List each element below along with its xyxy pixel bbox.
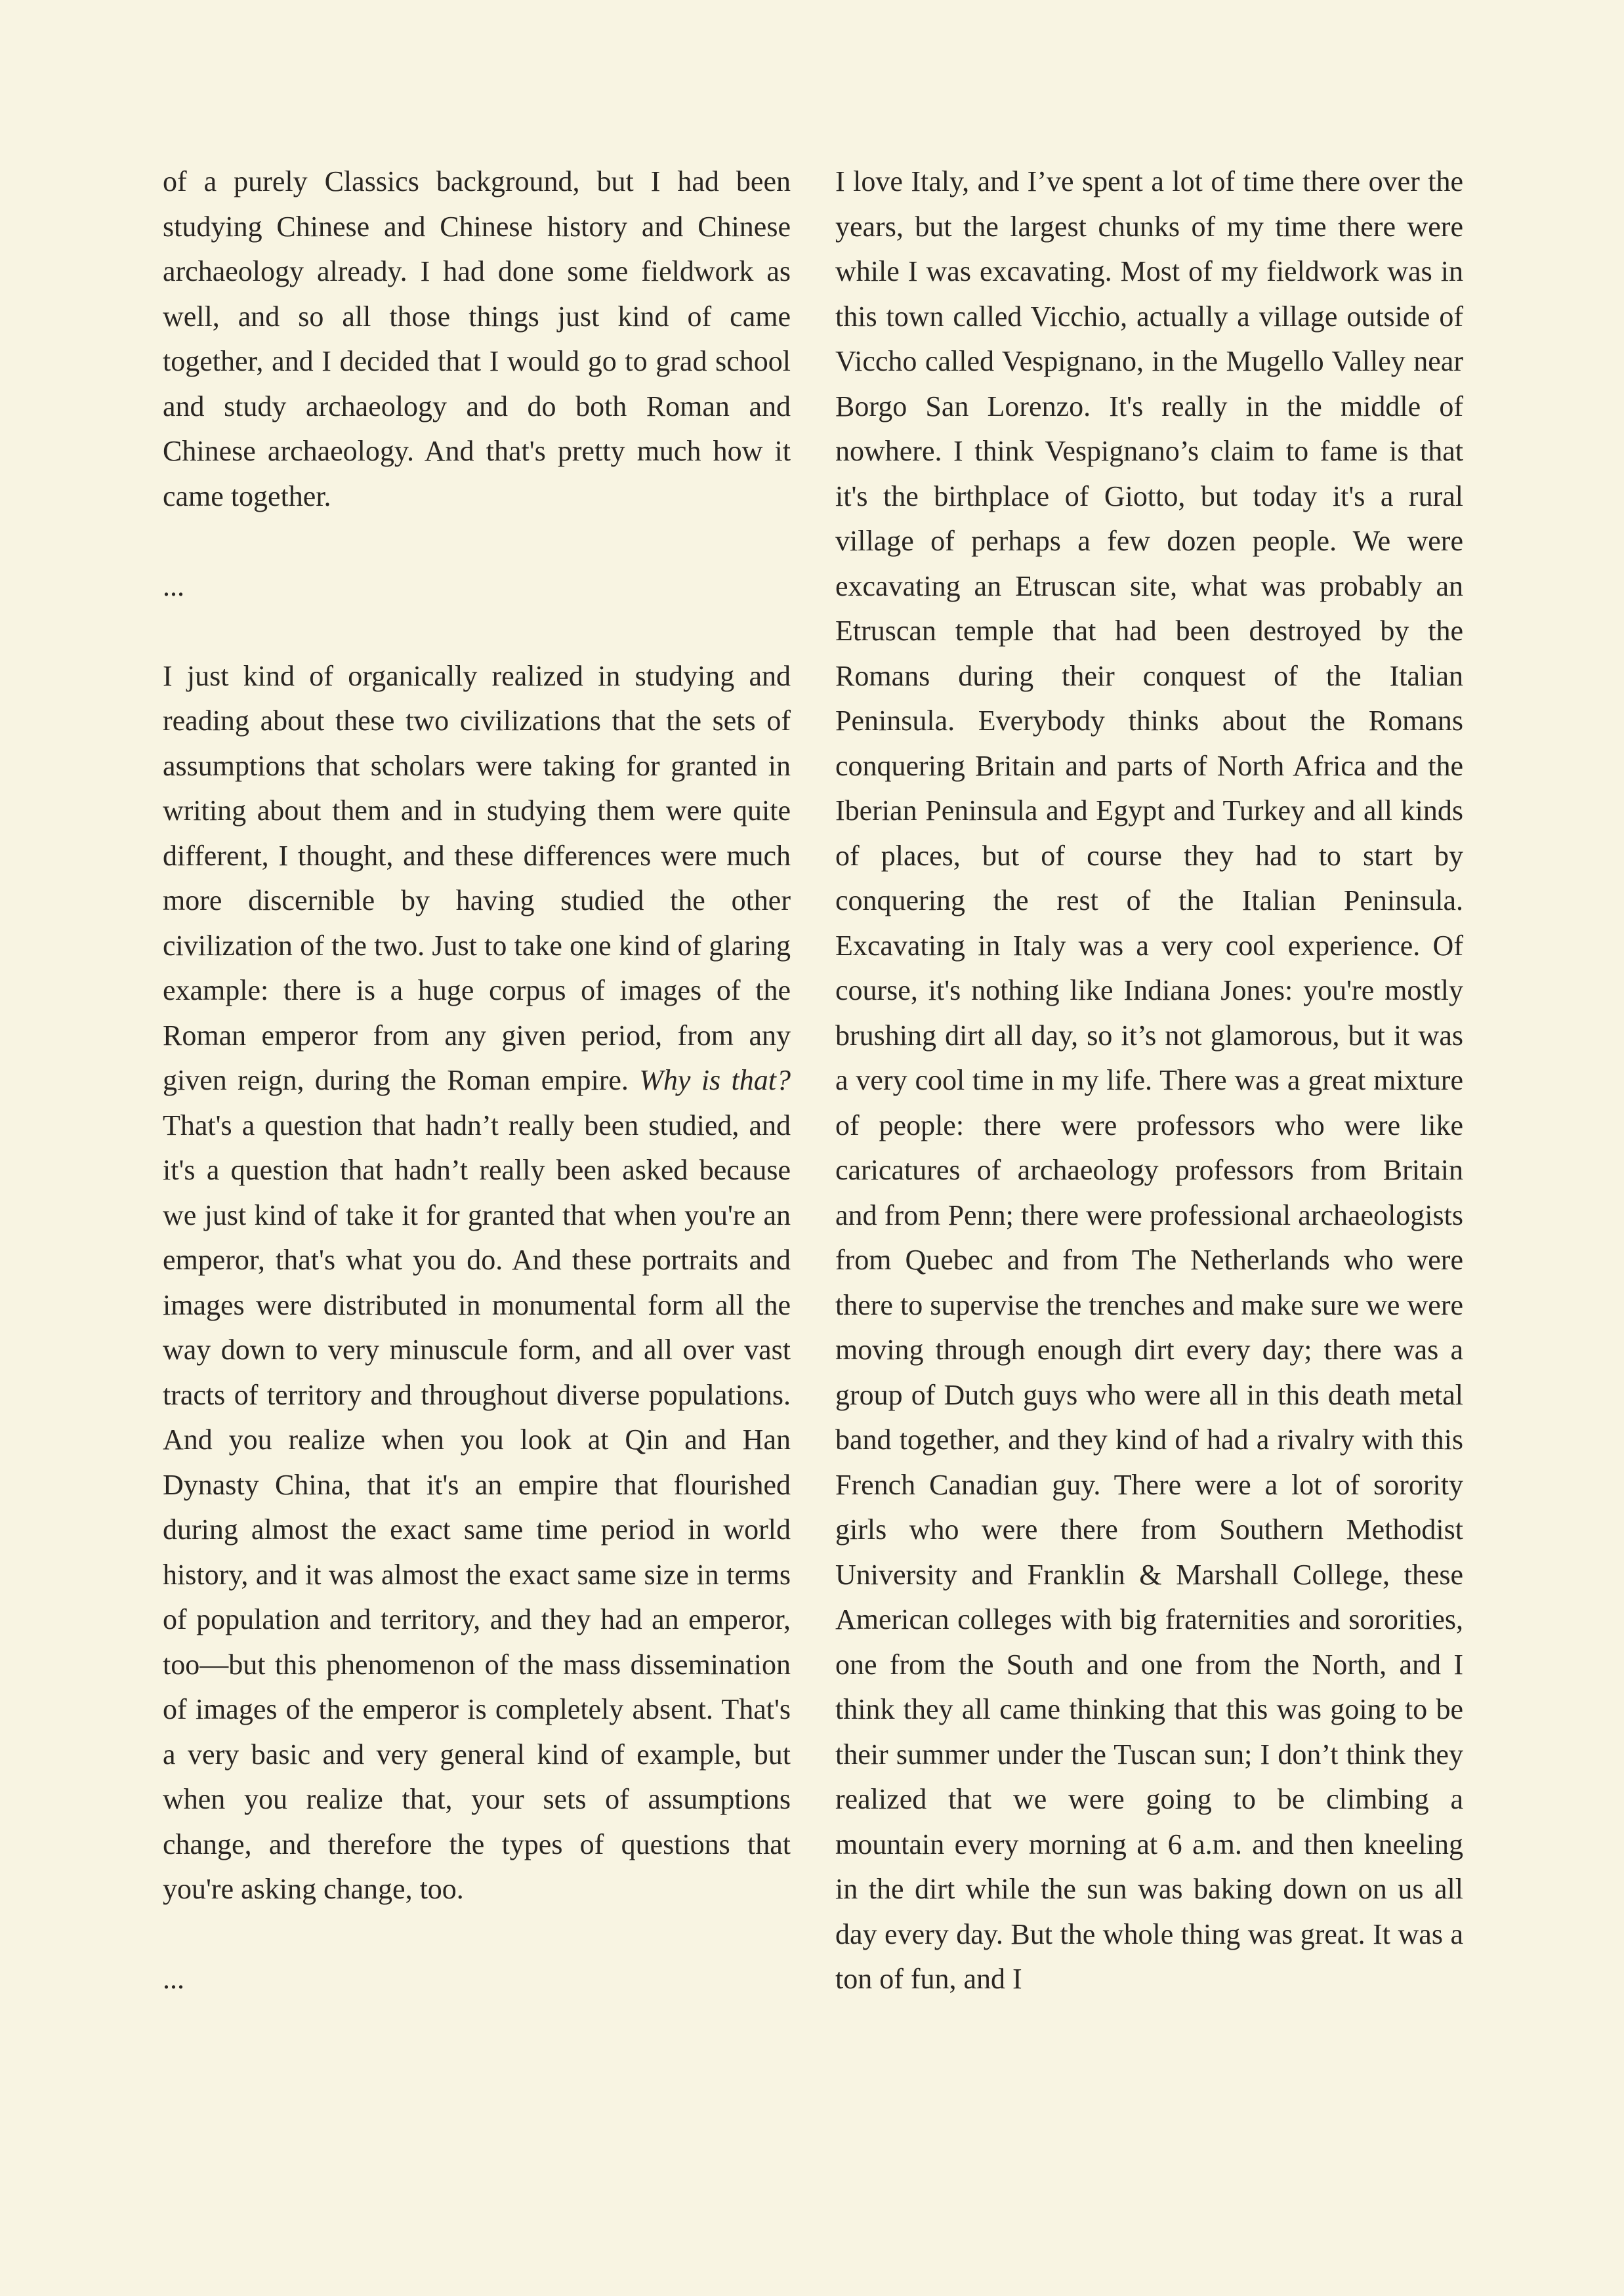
left-paragraph-2-italic: Why is that?	[639, 1064, 791, 1096]
left-paragraph-2-part-a: I just kind of organically realized in studying and reading about these two civilizations that the sets of assumptions that scholars were taking for granted in writing about them and in studying them were quite different, I thought, and these differences were much more discernible by having studied the other civilization of the two. Just to take one kind of glaring example: there is a huge corpus of images of the Roman emperor from any given period, from any given reign, during the Roman empire.	[163, 659, 791, 1096]
left-paragraph-2	[163, 654, 791, 1912]
left-column	[163, 159, 791, 2002]
paragraph-gap	[163, 1912, 791, 1958]
left-paragraph-2-part-b: That's a question that hadn’t really been studied, and it's a question that hadn’t really been asked because we just kind of take it for granted that when you're an emperor, that's what you do. And these portraits and images were distributed in monumental form all the way down to very minuscule form, and all over vast tracts of territory and throughout diverse populations. And you realize when you look at Qin and Han Dynasty China, that it's an empire that flourished during almost the exact same time period in world history, and it was almost the exact same size in terms of population and territory, and they had an emperor, too—but this phenomenon of the mass dissemination of images of the emperor is completely absent. That's a very basic and very general kind of example, but when you realize that, your sets of assumptions change, and therefore the types of questions that you're asking change, too.	[163, 1109, 791, 1905]
left-ellipsis-2: ...	[163, 1963, 184, 1995]
right-column	[835, 159, 1463, 2002]
paragraph-gap	[163, 609, 791, 654]
left-ellipsis-1: ...	[163, 569, 184, 602]
right-paragraph-1: I love Italy, and I’ve spent a lot of time there over the years, but the largest chunks of my time there were while I was excavating. Most of my fieldwork was in this town called Vicchio, actually a village outside of Viccho called Vespignano, in the Mugello Valley near Borgo San Lorenzo. It's really in the middle of nowhere. I think Vespignano’s claim to fame is that it's the birthplace of Giotto, but today it's a rural village of perhaps a few dozen people. We were excavating an Etruscan site, what was probably an Etruscan temple that had been destroyed by the Romans during their conquest of the Italian Peninsula. Everybody thinks about the Romans conquering Britain and parts of North Africa and the Iberian Peninsula and Egypt and Turkey and all kinds of places, but of course they had to start by conquering the rest of the Italian Peninsula. Excavating in Italy was a very cool experience. Of course, it's nothing like Indiana Jones: you're mostly brushing dirt all day, so it’s not glamorous, but it was a very cool time in my life. There was a great mixture of people: there were professors who were like caricatures of archaeology professors from Britain and from Penn; there were professional archaeologists from Quebec and from The Netherlands who were there to supervise the trenches and make sure we were moving through enough dirt every day; there was a group of Dutch guys who were all in this death metal band together, and they kind of had a rivalry with this French Canadian guy. There were a lot of sorority girls who were there from Southern Methodist University and Franklin & Marshall College, these American colleges with big fraternities and sororities, one from the South and one from the North, and I think they all came thinking that this was going to be their summer under the Tuscan sun; I don’t think they realized that we were going to be climbing a mountain every morning at 6 a.m. and then kneeling in the dirt while the sun was baking down on us all day every day. But the whole thing was great. It was a ton of fun, and I	[835, 165, 1463, 1995]
left-paragraph-1: of a purely Classics background, but I had been studying Chinese and Chinese history and Chinese archaeology already. I had done some fieldwork as well, and so all those things just kind of came together, and I decided that I would go to grad school and study archaeology and do both Roman and Chinese archaeology. And that's pretty much how it came together.	[163, 165, 791, 512]
paragraph-gap	[163, 519, 791, 564]
